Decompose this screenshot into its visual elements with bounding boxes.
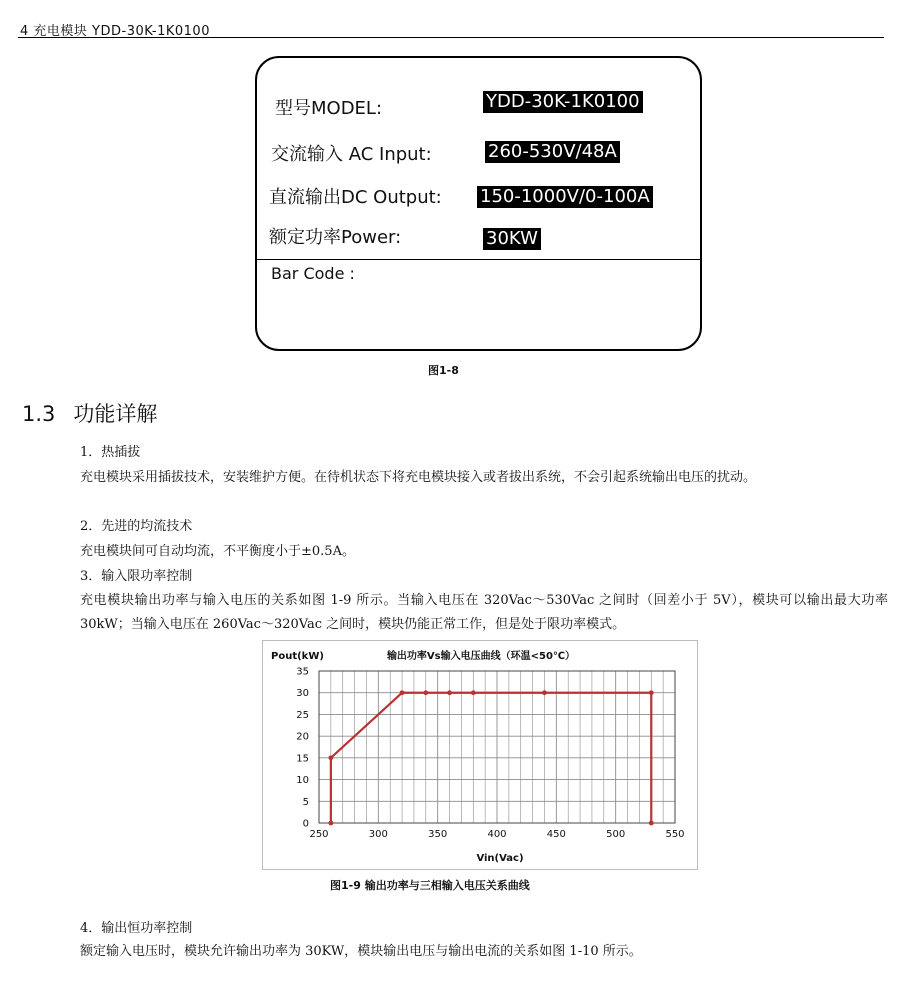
figure-1-9-caption: 图1-9 输出功率与三相输入电压关系曲线 bbox=[330, 879, 530, 892]
y-tick-label: 10 bbox=[296, 775, 309, 787]
x-tick-label: 350 bbox=[428, 829, 448, 840]
ac-input-value: 260-530V/48A bbox=[485, 141, 620, 163]
chart-title: 输出功率Vs输入电压曲线（环温<50℃） bbox=[386, 651, 576, 662]
section-heading bbox=[22, 398, 157, 428]
x-tick-label: 400 bbox=[487, 829, 507, 840]
x-tick-label: 450 bbox=[546, 829, 566, 840]
input-limit-text: 充电模块输出功率与输入电压的关系如图 1-9 所示。当输入电压在 320Vac～530Vac 之间时（回差小于 5V），模块可以输出最大功率 30kW；当输入电压在 260Vac～320Vac 之间时，模块仍能正常工作，但是处于限功率模式。 bbox=[80, 593, 888, 632]
data-point bbox=[328, 821, 333, 826]
input-limit-title: 3．输入限功率控制 bbox=[80, 569, 193, 584]
data-point bbox=[447, 690, 452, 695]
y-tick-label: 20 bbox=[296, 731, 309, 743]
x-tick-label: 550 bbox=[665, 829, 685, 840]
data-point bbox=[649, 690, 654, 695]
ac-input-label: 交流输入 AC Input: bbox=[271, 144, 432, 165]
hot-swap-title: 1．热插拔 bbox=[80, 445, 141, 460]
power-value: 30KW bbox=[483, 228, 541, 250]
data-point bbox=[328, 755, 333, 760]
y-axis-label: Pout(kW) bbox=[271, 651, 324, 662]
x-tick-label: 500 bbox=[606, 829, 626, 840]
label-divider bbox=[257, 259, 700, 260]
section-number: 1.3 bbox=[22, 402, 56, 426]
figure-1-8-caption: 图1-8 bbox=[428, 364, 459, 377]
const-power-title: 4．输出恒功率控制 bbox=[80, 921, 193, 936]
y-tick-label: 35 bbox=[296, 666, 309, 678]
const-power-text: 额定输入电压时，模块允许输出功率为 30KW，模块输出电压与输出电流的关系如图 1-10 所示。 bbox=[80, 944, 642, 959]
model-label: 型号MODEL: bbox=[275, 98, 383, 119]
y-tick-label: 5 bbox=[302, 796, 309, 808]
header-rule bbox=[18, 37, 884, 38]
current-share-text: 充电模块间可自动均流，不平衡度小于±0.5A。 bbox=[80, 544, 355, 559]
data-point bbox=[649, 821, 654, 826]
y-tick-label: 30 bbox=[296, 688, 309, 700]
data-point bbox=[542, 690, 547, 695]
data-point bbox=[423, 690, 428, 695]
power-label: 额定功率Power: bbox=[269, 227, 402, 248]
section-title: 功能详解 bbox=[73, 402, 158, 426]
nameplate-label bbox=[255, 56, 702, 351]
x-axis-label: Vin(Vac) bbox=[476, 853, 524, 864]
y-tick-label: 0 bbox=[302, 818, 309, 830]
current-share-title: 2．先进的均流技术 bbox=[80, 519, 193, 534]
barcode-label: Bar Code : bbox=[271, 264, 355, 283]
data-point bbox=[400, 690, 405, 695]
hot-swap-text: 充电模块采用插拔技术，安装维护方便。在待机状态下将充电模块接入或者拔出系统，不会引起系统输出电压的扰动。 bbox=[80, 470, 757, 485]
y-tick-label: 25 bbox=[296, 709, 309, 721]
data-point bbox=[471, 690, 476, 695]
dc-output-value: 150-1000V/0-100A bbox=[477, 186, 653, 208]
page-header-title: 4 充电模块 YDD-30K-1K0100 bbox=[20, 24, 210, 39]
chart-svg bbox=[263, 641, 697, 869]
x-tick-label: 300 bbox=[368, 829, 388, 840]
model-value: YDD-30K-1K0100 bbox=[483, 91, 643, 113]
x-tick-label: 250 bbox=[309, 829, 329, 840]
dc-output-label: 直流输出DC Output: bbox=[269, 187, 442, 208]
y-tick-label: 15 bbox=[296, 753, 309, 765]
power-vs-voltage-chart bbox=[262, 640, 698, 870]
